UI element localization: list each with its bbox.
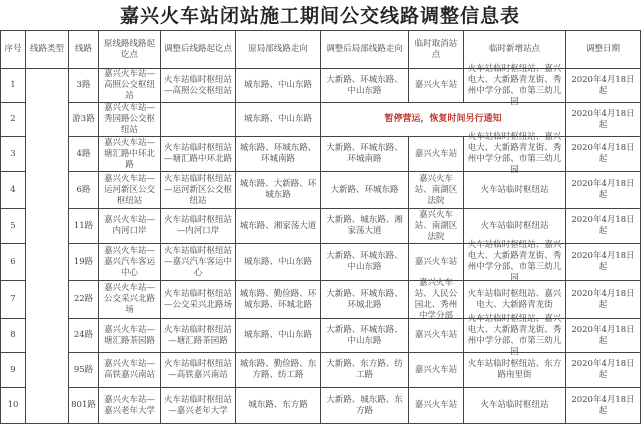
line-name xyxy=(69,172,99,209)
new-route xyxy=(321,388,409,424)
orig-endpoints xyxy=(99,281,161,319)
adjust-date xyxy=(566,244,641,281)
adjust-date-text: 2020年4月18日起 xyxy=(571,108,635,130)
added-stops-text: 火车站临时枢纽站、嘉兴电大、大新路青龙街、秀州中学分部、市第三幼儿园 xyxy=(467,132,562,175)
added-stops xyxy=(464,353,566,388)
orig-endpoints xyxy=(99,69,161,103)
new-endpoints-text: 火车站临时枢纽站—公交采兴北路场 xyxy=(163,288,232,310)
new-endpoints xyxy=(161,319,236,353)
new-route xyxy=(321,209,409,244)
cancelled-stops xyxy=(409,353,464,388)
row-number-text: 1 xyxy=(10,80,16,90)
adjust-date xyxy=(566,137,641,172)
row-number-text: 6 xyxy=(10,256,16,267)
line-name-text: 95路 xyxy=(73,364,94,375)
table-row xyxy=(1,172,641,209)
table-row xyxy=(1,353,641,388)
orig-route xyxy=(236,209,321,244)
cancelled-stops xyxy=(409,69,464,103)
adjust-date xyxy=(566,209,641,244)
row-number xyxy=(1,137,26,172)
page-title: 嘉兴火车站闭站施工期间公交线路调整信息表 xyxy=(119,5,520,27)
line-name xyxy=(69,103,99,137)
new-route-text: 大新路、环城东路、环城南路 xyxy=(326,143,403,164)
orig-endpoints xyxy=(99,353,161,388)
row-number xyxy=(1,103,26,137)
header-col-line: 线路 xyxy=(69,31,99,69)
cancelled-stops-text: 嘉兴火车站 xyxy=(414,256,458,267)
header-col-no: 序号 xyxy=(1,31,26,69)
added-stops-text: 火车站临时枢纽站、嘉兴电大、大新路青龙街、秀州中学分部、市第三幼儿园 xyxy=(467,63,562,107)
cancelled-stops xyxy=(409,209,464,244)
orig-route-text: 城东路、中山东路 xyxy=(243,330,312,340)
new-endpoints xyxy=(161,137,236,172)
new-route xyxy=(321,244,409,281)
row-number-text: 2 xyxy=(10,114,16,124)
new-endpoints xyxy=(161,69,236,103)
header-col-new-ends: 调整后线路起讫点 xyxy=(161,31,236,69)
orig-route xyxy=(236,244,321,281)
line-name-text: 19路 xyxy=(73,256,94,267)
adjust-date-text: 2020年4月18日起 xyxy=(571,179,635,200)
table-row xyxy=(1,209,641,244)
added-stops-text: 火车站临时枢纽站 xyxy=(480,184,549,195)
orig-endpoints-text: 嘉兴火车站—高铁嘉兴南站 xyxy=(103,359,155,380)
orig-endpoints xyxy=(99,388,161,424)
adjust-date xyxy=(566,69,641,103)
new-route-text: 大新路、环城东路、中山东路 xyxy=(326,324,403,346)
row-number-text: 4 xyxy=(10,184,16,195)
adjust-date-text: 2020年4月18日起 xyxy=(571,324,635,346)
new-endpoints xyxy=(161,281,236,319)
orig-route-text: 城东路、勤俭路、东方路、纺工路 xyxy=(239,359,317,380)
header-col-orig-route: 原局部线路走向 xyxy=(236,31,321,69)
orig-route-text: 城东路、中山东路 xyxy=(243,256,312,267)
adjust-date xyxy=(566,281,641,319)
orig-endpoints-text: 嘉兴火车站—高照公交枢纽站 xyxy=(103,69,155,101)
cancelled-stops-text: 嘉兴火车站 xyxy=(414,400,458,410)
cancelled-stops-text: 嘉兴火车站 xyxy=(414,364,458,375)
adjust-date xyxy=(566,319,641,353)
row-number xyxy=(1,172,26,209)
new-endpoints-text: 火车站临时枢纽站—内河口岸 xyxy=(163,215,232,236)
adjust-date-text: 2020年4月18日起 xyxy=(571,74,635,96)
added-stops-text: 火车站临时枢纽站、嘉兴电大、大新路青龙街 xyxy=(467,288,562,310)
adjust-date-text: 2020年4月18日起 xyxy=(571,215,635,236)
line-name-text: 6路 xyxy=(76,184,91,195)
orig-route xyxy=(236,388,321,424)
line-type-cell xyxy=(26,69,69,424)
new-route-text: 大新路、环城东路、中山东路 xyxy=(326,74,403,96)
orig-route xyxy=(236,353,321,388)
new-endpoints-text: 火车站临时枢纽站—运河新区公交枢纽站 xyxy=(163,173,232,206)
new-route-text: 大新路、城东路、湘家荡大道 xyxy=(326,215,403,236)
new-route xyxy=(321,281,409,319)
added-stops-text: 火车站临时枢纽站、嘉兴电大、大新路青龙街、秀州中学分部、市第三幼儿园 xyxy=(467,240,562,283)
adjust-date xyxy=(566,388,641,424)
row-number xyxy=(1,209,26,244)
orig-endpoints-text: 嘉兴火车站—塘汇路茶园路 xyxy=(103,324,155,346)
line-name-text: 801路 xyxy=(71,400,96,410)
adjust-date xyxy=(566,353,641,388)
new-route-text: 大新路、东方路、纺工路 xyxy=(326,359,403,380)
row-number-text: 7 xyxy=(10,294,16,304)
cancelled-stops xyxy=(409,388,464,424)
new-route xyxy=(321,69,409,103)
table-row xyxy=(1,388,641,424)
table-row xyxy=(1,319,641,353)
orig-endpoints xyxy=(99,244,161,281)
row-number-text: 5 xyxy=(10,220,16,231)
added-stops xyxy=(464,209,566,244)
header-col-cancelled: 临时取消站点 xyxy=(409,31,464,69)
adjust-date xyxy=(566,172,641,209)
suspension-notice-text: 暂停营运，恢复时间另行通知 xyxy=(384,114,502,124)
row-number xyxy=(1,69,26,103)
orig-endpoints-text: 嘉兴火车站—秀园路公交枢纽站 xyxy=(103,103,155,135)
orig-endpoints xyxy=(99,172,161,209)
new-endpoints xyxy=(161,209,236,244)
line-name xyxy=(69,281,99,319)
line-name-text: 3路 xyxy=(76,80,91,90)
added-stops xyxy=(464,63,566,107)
orig-route-text: 城东路、中山东路 xyxy=(243,80,312,90)
orig-route xyxy=(236,319,321,353)
line-name-text: 4路 xyxy=(76,148,91,159)
orig-endpoints-text: 嘉兴火车站—塘汇路中环北路 xyxy=(103,137,155,170)
route-adjustment-table xyxy=(0,30,641,424)
orig-route-text: 城东路、大新路、环城东路 xyxy=(239,179,317,200)
new-endpoints-text: 火车站临时枢纽站—嘉兴汽车客运中心 xyxy=(163,245,232,278)
row-number-text: 8 xyxy=(10,330,16,340)
orig-route-text: 城东路、中山东路 xyxy=(243,114,312,124)
new-endpoints-text: 火车站临时枢纽站—塘汇路茶园路 xyxy=(163,324,232,346)
new-endpoints xyxy=(161,244,236,281)
added-stops xyxy=(464,388,566,424)
added-stops xyxy=(464,240,566,283)
new-endpoints xyxy=(161,103,236,137)
orig-endpoints-text: 嘉兴火车站—嘉兴老年大学 xyxy=(103,394,155,416)
orig-endpoints xyxy=(99,103,161,137)
orig-route xyxy=(236,69,321,103)
row-number xyxy=(1,353,26,388)
cancelled-stops xyxy=(409,137,464,172)
cancelled-stops-text: 嘉兴火车站、南湖区法院 xyxy=(414,173,458,206)
row-number-text: 10 xyxy=(7,400,19,410)
orig-route xyxy=(236,103,321,137)
added-stops xyxy=(464,172,566,209)
orig-endpoints-text: 嘉兴火车站—运河新区公交枢纽站 xyxy=(103,173,155,206)
header-col-date: 调整日期 xyxy=(566,31,641,69)
added-stops xyxy=(464,132,566,175)
line-name-text: 22路 xyxy=(73,294,94,304)
orig-endpoints xyxy=(99,319,161,353)
header-col-new-route: 调整后局部线路走向 xyxy=(321,31,409,69)
new-route-text: 大新路、城东路、东方路 xyxy=(326,394,403,416)
table-row xyxy=(1,244,641,281)
new-endpoints xyxy=(161,388,236,424)
adjust-date-text: 2020年4月18日起 xyxy=(571,394,635,416)
line-name xyxy=(69,137,99,172)
header-col-line-type: 线路类型 xyxy=(26,31,69,69)
new-endpoints-text: 火车站临时枢纽站—嘉兴老年大学 xyxy=(163,394,232,416)
added-stops-text: 火车站临时枢纽站 xyxy=(480,220,549,231)
cancelled-stops-text: 嘉兴火车站 xyxy=(414,330,458,340)
table-row xyxy=(1,69,641,103)
adjust-date-text: 2020年4月18日起 xyxy=(571,288,635,310)
new-endpoints xyxy=(161,353,236,388)
line-name xyxy=(69,244,99,281)
new-route-text: 大新路、环城东路 xyxy=(330,184,399,195)
new-endpoints-text: 火车站临时枢纽站—高照公交枢纽站 xyxy=(163,74,232,96)
new-endpoints-text: 火车站临时枢纽站—高铁嘉兴南站 xyxy=(163,359,232,380)
orig-endpoints-text: 嘉兴火车站—公交采兴北路场 xyxy=(103,283,155,315)
line-name xyxy=(69,353,99,388)
table-row xyxy=(1,137,641,172)
cancelled-stops xyxy=(409,244,464,281)
new-route xyxy=(321,137,409,172)
line-name xyxy=(69,209,99,244)
header-col-added: 临时新增站点 xyxy=(464,31,566,69)
new-endpoints-text: 火车站临时枢纽站—塘汇路中环北路 xyxy=(163,143,232,164)
adjust-date-text: 2020年4月18日起 xyxy=(571,143,635,164)
cancelled-stops xyxy=(409,172,464,209)
cancelled-stops xyxy=(409,319,464,353)
line-name-text: 11路 xyxy=(73,220,94,231)
line-name xyxy=(69,388,99,424)
adjust-date-text: 2020年4月18日起 xyxy=(571,359,635,380)
added-stops-text: 火车站临时枢纽站 xyxy=(480,400,549,410)
orig-route-text: 城东路、湘家荡大道 xyxy=(239,220,317,231)
row-number-text: 3 xyxy=(10,148,16,159)
added-stops-text: 火车站临时枢纽站、嘉兴电大、大新路青龙街、秀州中学分部、市第三幼儿园 xyxy=(467,313,562,357)
orig-route xyxy=(236,137,321,172)
new-route-text: 大新路、环城东路、环城北路 xyxy=(326,288,403,310)
line-name-text: 24路 xyxy=(73,330,94,340)
header-col-orig-ends: 原线路线路起讫点 xyxy=(99,31,161,69)
added-stops xyxy=(464,313,566,357)
orig-route-text: 城东路、勤俭路、环城东路、环城北路 xyxy=(239,288,317,310)
cancelled-stops-text: 嘉兴火车站 xyxy=(414,80,458,90)
orig-route xyxy=(236,281,321,319)
row-number-text: 9 xyxy=(10,364,16,375)
orig-endpoints xyxy=(99,209,161,244)
orig-route-text: 城东路、环城东路、环城南路 xyxy=(239,143,317,164)
cancelled-stops-text: 嘉兴火车站、南湖区法院 xyxy=(414,209,458,242)
line-name xyxy=(69,69,99,103)
line-name xyxy=(69,319,99,353)
new-route xyxy=(321,319,409,353)
new-endpoints xyxy=(161,172,236,209)
row-number xyxy=(1,319,26,353)
row-number xyxy=(1,281,26,319)
cancelled-stops xyxy=(409,277,464,321)
orig-route xyxy=(236,172,321,209)
orig-route-text: 城东路、东方路 xyxy=(248,400,308,410)
added-stops-text: 火车站临时枢纽站、东方路甪里街 xyxy=(467,359,562,380)
cancelled-stops-text: 嘉兴火车站、人民公园北、秀州中学分部 xyxy=(414,277,458,321)
adjust-date xyxy=(566,103,641,137)
cancelled-stops-text: 嘉兴火车站 xyxy=(414,148,458,159)
new-route xyxy=(321,353,409,388)
orig-endpoints-text: 嘉兴火车站—嘉兴汽车客运中心 xyxy=(103,245,155,278)
row-number xyxy=(1,388,26,424)
new-route xyxy=(321,172,409,209)
row-number xyxy=(1,244,26,281)
orig-endpoints xyxy=(99,137,161,172)
adjust-date-text: 2020年4月18日起 xyxy=(571,251,635,272)
new-route-text: 大新路、环城东路、中山东路 xyxy=(326,251,403,272)
line-name-text: 游3路 xyxy=(72,114,95,124)
orig-endpoints-text: 嘉兴火车站—内河口岸 xyxy=(103,215,155,236)
